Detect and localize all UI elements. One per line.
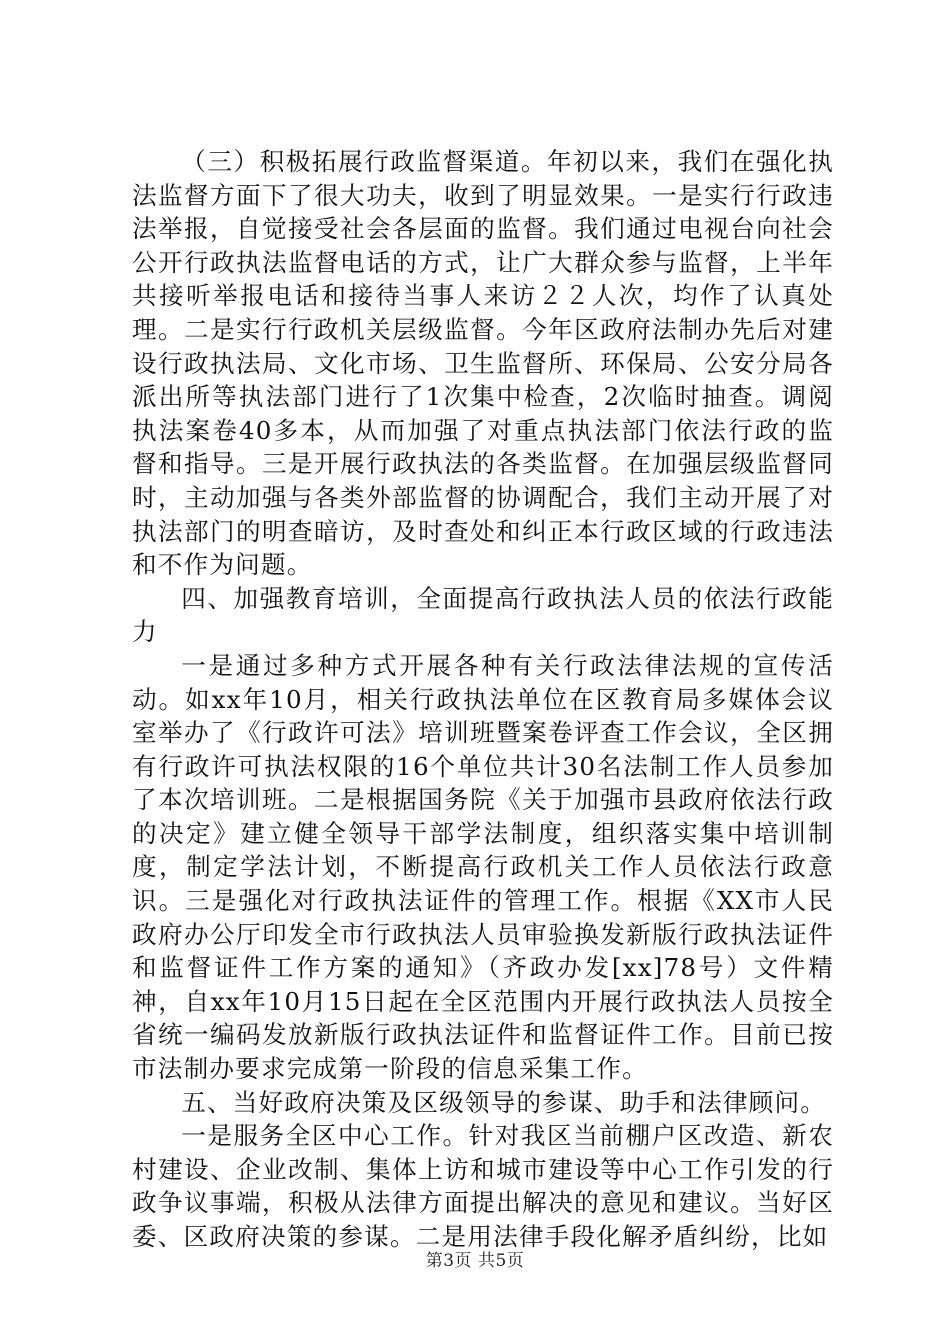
page-number-footer: 第3页 共5页 — [425, 1251, 525, 1271]
section-heading-education-training: 四、加强教育培训，全面提高行政执法人员的依法行政能力 — [132, 583, 834, 647]
paragraph-government-advisor: 一是服务全区中心工作。针对我区当前棚户区改造、新农村建设、企业改制、集体上访和城市建设等中心工作引发的行政争议事端，积极从法律方面提出解决的意见和建议。当好区委、区政府决策的参谋。二是用法律手段化解矛盾纠纷，比如 — [132, 1121, 834, 1251]
document-body — [132, 145, 834, 1254]
paragraph-education-training: 一是通过多种方式开展各种有关行政法律法规的宣传活动。如xx年10月，相关行政执法单位在区教育局多媒体会议室举办了《行政许可法》培训班暨案卷评查工作会议，全区拥有行政许可执法权限的16个单位共计30名法制工作人员参加了本次培训班。二是根据国务院《关于加强市县政府依法行政的决定》建立健全领导干部学法制度，组织落实集中培训制度，制定学法计划，不断提高行政机关工作人员依法行政意识。三是强化对行政执法证件的管理工作。根据《XX市人民政府办公厅印发全市行政执法人员审验换发新版行政执法证件和监督证件工作方案的通知》（齐政办发[xx]78号）文件精神，自xx年10月15日起在全区范围内开展行政执法人员按全省统一编码发放新版行政执法证件和监督证件工作。目前已按市法制办要求完成第一阶段的信息采集工作。 — [132, 650, 834, 1084]
paragraph-supervision-channels: （三）积极拓展行政监督渠道。年初以来，我们在强化执法监督方面下了很大功夫，收到了明显效果。一是实行行政违法举报，自觉接受社会各层面的监督。我们通过电视台向社会公开行政执法监督电话的方式，让广大群众参与监督，上半年共接听举报电话和接待当事人来访２２人次，均作了认真处理。二是实行行政机关层级监督。今年区政府法制办先后对建设行政执法局、文化市场、卫生监督所、环保局、公安分局各派出所等执法部门进行了1次集中检查，2次临时抽查。调阅执法案卷40多本，从而加强了对重点执法部门依法行政的监督和指导。三是开展行政执法的各类监督。在加强层级监督同时，主动加强与各类外部监督的协调配合，我们主动开展了对执法部门的明查暗访，及时查处和纠正本行政区域的行政违法和不作为问题。 — [132, 147, 834, 580]
section-heading-government-advisor: 五、当好政府决策及区级领导的参谋、助手和法律顾问。 — [181, 1087, 827, 1117]
